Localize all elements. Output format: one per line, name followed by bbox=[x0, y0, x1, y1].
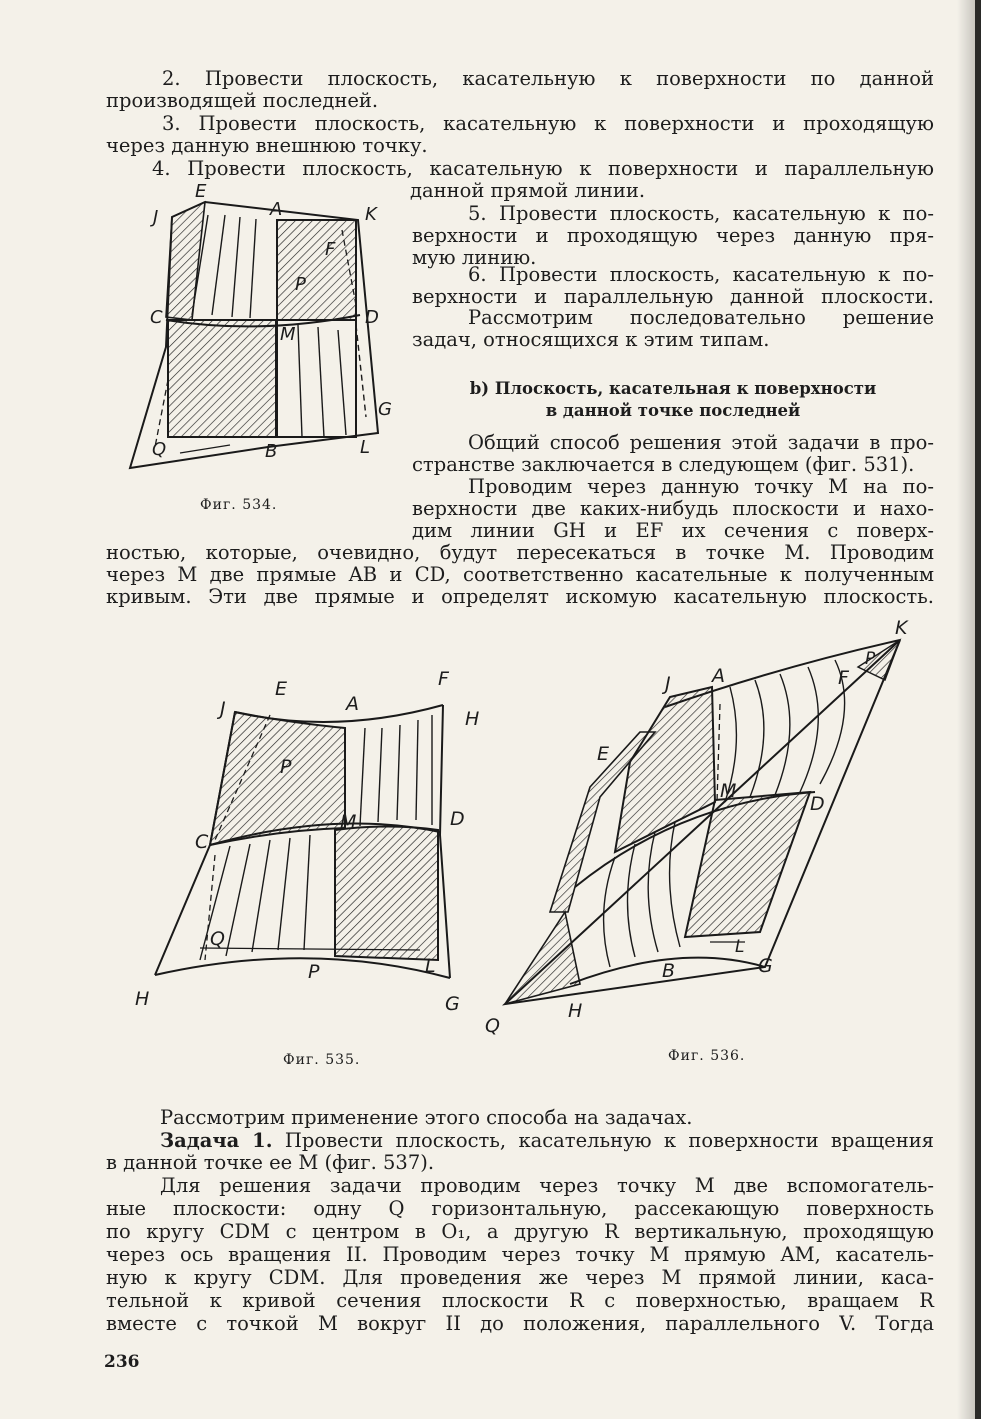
figure-caption: Фиг. 535. bbox=[283, 1052, 361, 1068]
figure-535 bbox=[120, 660, 490, 1030]
label-K: K bbox=[895, 617, 908, 639]
text-line: Рассмотрим применение этого способа на задачах. bbox=[160, 1106, 693, 1129]
label-J: J bbox=[220, 698, 226, 720]
text-line: кривым. Эти две прямые и определят искомую касательную плоскость. bbox=[106, 585, 934, 608]
label-P: P bbox=[280, 756, 292, 778]
label-C: C bbox=[195, 831, 209, 853]
label-F: F bbox=[325, 239, 336, 260]
text-line: через M две прямые AB и CD, соответственно касательные к полученным bbox=[106, 563, 934, 586]
label-P-bottom: P bbox=[308, 961, 320, 983]
label-F: F bbox=[438, 668, 449, 690]
label-Q: Q bbox=[485, 1015, 500, 1037]
label-H-top: H bbox=[465, 708, 480, 730]
text-line: 6. Провести плоскость, касательную к по- bbox=[468, 263, 934, 286]
label-P: P bbox=[865, 649, 876, 669]
figure-536 bbox=[480, 612, 920, 1042]
page-number: 236 bbox=[104, 1352, 140, 1372]
task-label: Задача 1. bbox=[160, 1129, 273, 1152]
text-line: производящей последней. bbox=[106, 89, 379, 112]
label-G: G bbox=[378, 399, 392, 420]
text-line: ные плоскости: одну Q горизонтальную, рассекающую поверхность bbox=[106, 1197, 934, 1220]
text-line: в данной точке ее M (фиг. 537). bbox=[106, 1151, 435, 1174]
text-line: ную к кругу CDM. Для проведения же через M прямой линии, каса- bbox=[106, 1266, 934, 1289]
label-P: P bbox=[295, 274, 306, 295]
label-L: L bbox=[735, 937, 745, 957]
text-line: через ось вращения II. Проводим через точку M прямую AM, касатель- bbox=[106, 1243, 934, 1266]
text-line: 3. Провести плоскость, касательную к поверхности и проходящую bbox=[162, 112, 934, 135]
label-Q: Q bbox=[152, 439, 167, 460]
text-line: мую линию. bbox=[412, 246, 537, 269]
page-edge bbox=[975, 0, 981, 1419]
text-line: верхности и параллельную данной плоскости. bbox=[412, 285, 934, 308]
label-F: F bbox=[838, 667, 849, 689]
label-M: M bbox=[280, 324, 296, 345]
figure-caption: Фиг. 536. bbox=[668, 1048, 746, 1064]
text-line: по кругу CDM с центром в O₁, а другую R вертикальную, проходящую bbox=[106, 1220, 934, 1243]
figure-caption: Фиг. 534. bbox=[200, 497, 278, 513]
label-Q: Q bbox=[210, 928, 225, 950]
text-line: вместе с точкой M вокруг II до положения, параллельного V. Тогда bbox=[106, 1312, 934, 1335]
label-K: K bbox=[365, 204, 377, 225]
text-line: странстве заключается в следующем (фиг. 531). bbox=[412, 453, 915, 476]
label-L: L bbox=[360, 437, 371, 458]
section-title: b) Плоскость, касательная к поверхности bbox=[469, 379, 877, 398]
label-D: D bbox=[450, 808, 465, 830]
label-L: L bbox=[425, 955, 436, 977]
text-line: Для решения задачи проводим через точку M две вспомогатель- bbox=[160, 1174, 934, 1197]
text-line: 5. Провести плоскость, касательную к по- bbox=[468, 202, 934, 225]
label-A: A bbox=[270, 199, 283, 220]
label-C: C bbox=[150, 307, 163, 328]
label-G: G bbox=[758, 955, 773, 977]
text-line bbox=[160, 1130, 934, 1152]
label-H: H bbox=[135, 988, 150, 1010]
text-line: задач, относящихся к этим типам. bbox=[412, 328, 770, 351]
label-H: H bbox=[568, 1000, 583, 1022]
label-A: A bbox=[346, 693, 359, 715]
text-line: 4. Провести плоскость, касательную к поверхности и параллельную bbox=[152, 157, 934, 180]
text-line: Общий способ решения этой задачи в про- bbox=[468, 431, 934, 454]
text-line: Рассмотрим последовательно решение bbox=[468, 306, 934, 329]
text-line: Проводим через данную точку M на по- bbox=[468, 475, 934, 498]
figure-534 bbox=[120, 175, 410, 475]
label-M: M bbox=[720, 780, 737, 802]
label-G: G bbox=[445, 993, 460, 1015]
text-line: ностью, которые, очевидно, будут пересекаться в точке M. Проводим bbox=[106, 541, 934, 564]
label-E: E bbox=[597, 743, 610, 765]
label-D: D bbox=[810, 793, 825, 815]
text-line: верхности две каких-нибудь плоскости и нахо- bbox=[412, 497, 934, 520]
text-line: через данную внешнюю точку. bbox=[106, 134, 428, 157]
label-E: E bbox=[275, 678, 288, 700]
label-A: A bbox=[712, 665, 725, 687]
task-text: Провести плоскость, касательную к поверхности вращения bbox=[272, 1129, 934, 1152]
text-line: 2. Провести плоскость, касательную к поверхности по данной bbox=[162, 67, 934, 90]
text-line: данной прямой линии. bbox=[410, 179, 646, 202]
text-line: тельной к кривой сечения плоскости R с поверхностью, вращаем R bbox=[106, 1289, 934, 1312]
label-M: M bbox=[340, 811, 357, 833]
label-J: J bbox=[665, 673, 671, 695]
label-E: E bbox=[195, 181, 207, 202]
label-D: D bbox=[365, 307, 379, 328]
text-line: верхности и проходящую через данную пря- bbox=[412, 224, 934, 247]
label-B: B bbox=[662, 960, 676, 982]
label-B: B bbox=[265, 441, 278, 462]
label-J: J bbox=[153, 207, 159, 228]
section-title: в данной точке последней bbox=[545, 401, 801, 420]
text-line: дим линии GH и EF их сечения с поверх- bbox=[412, 519, 934, 542]
page-edge-shadow bbox=[957, 0, 975, 1419]
